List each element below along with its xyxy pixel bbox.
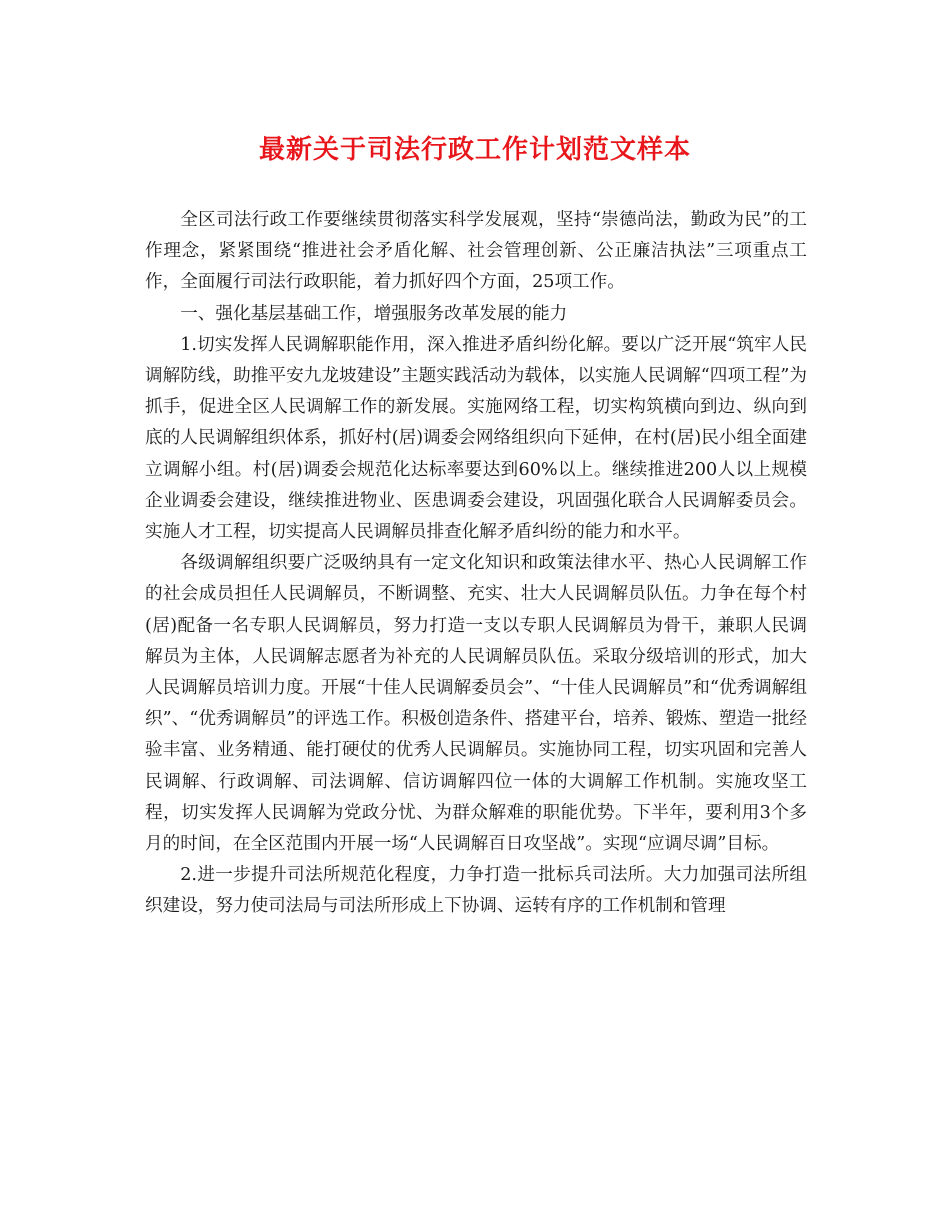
- paragraph-item-1: 1.切实发挥人民调解职能作用，深入推进矛盾纠纷化解。要以广泛开展“筑牢人民调解防线，助推平安九龙坡建设”主题实践活动为载体，以实施人民调解“四项工程”为抓手，促进全区人民调解工作的新发展。实施网络工程，切实构筑横向到边、纵向到底的人民调解组织体系，抓好村(居)调委会网络组织向下延伸，在村(居)民小组全面建立调解小组。村(居)调委会规范化达标率要达到60%以上。继续推进200人以上规模企业调委会建设，继续推进物业、医患调委会建设，巩固强化联合人民调解委员会。实施人才工程，切实提高人民调解员排查化解矛盾纠纷的能力和水平。: [145, 334, 807, 543]
- paragraph-item-2: 2.进一步提升司法所规范化程度，力争打造一批标兵司法所。大力加强司法所组织建设，努力使司法局与司法所形成上下协调、运转有序的工作机制和管理: [145, 865, 807, 917]
- paragraph-intro: 全区司法行政工作要继续贯彻落实科学发展观，坚持“崇德尚法，勤政为民”的工作理念，紧紧围绕“推进社会矛盾化解、社会管理创新、公正廉洁执法”三项重点工作，全面履行司法行政职能，着力抓好四个方面，25项工作。: [145, 210, 807, 293]
- document-title: 最新关于司法行政工作计划范文样本: [258, 135, 691, 165]
- paragraph-section-heading-1: 一、强化基层基础工作，增强服务改革发展的能力: [180, 303, 568, 324]
- paragraph-mediators: 各级调解组织要广泛吸纳具有一定文化知识和政策法律水平、热心人民调解工作的社会成员担任人民调解员，不断调整、充实、壮大人民调解员队伍。力争在每个村(居)配备一名专职人民调解员，努力打造一支以专职人民调解员为骨干，兼职人民调解员为主体，人民调解志愿者为补充的人民调解员队伍。采取分级培训的形式，加大人民调解员培训力度。开展“十佳人民调解委员会”、“十佳人民调解员”和“优秀调解组织”、“优秀调解员”的评选工作。积极创造条件、搭建平台，培养、锻炼、塑造一批经验丰富、业务精通、能打硬仗的优秀人民调解员。实施协同工程，切实巩固和完善人民调解、行政调解、司法调解、信访调解四位一体的大调解工作机制。实施攻坚工程，切实发挥人民调解为党政分忧、为群众解难的职能优势。下半年，要利用3个多月的时间，在全区范围内开展一场“人民调解百日攻坚战”。实现“应调尽调”目标。: [145, 553, 807, 855]
- document-body: [145, 205, 807, 923]
